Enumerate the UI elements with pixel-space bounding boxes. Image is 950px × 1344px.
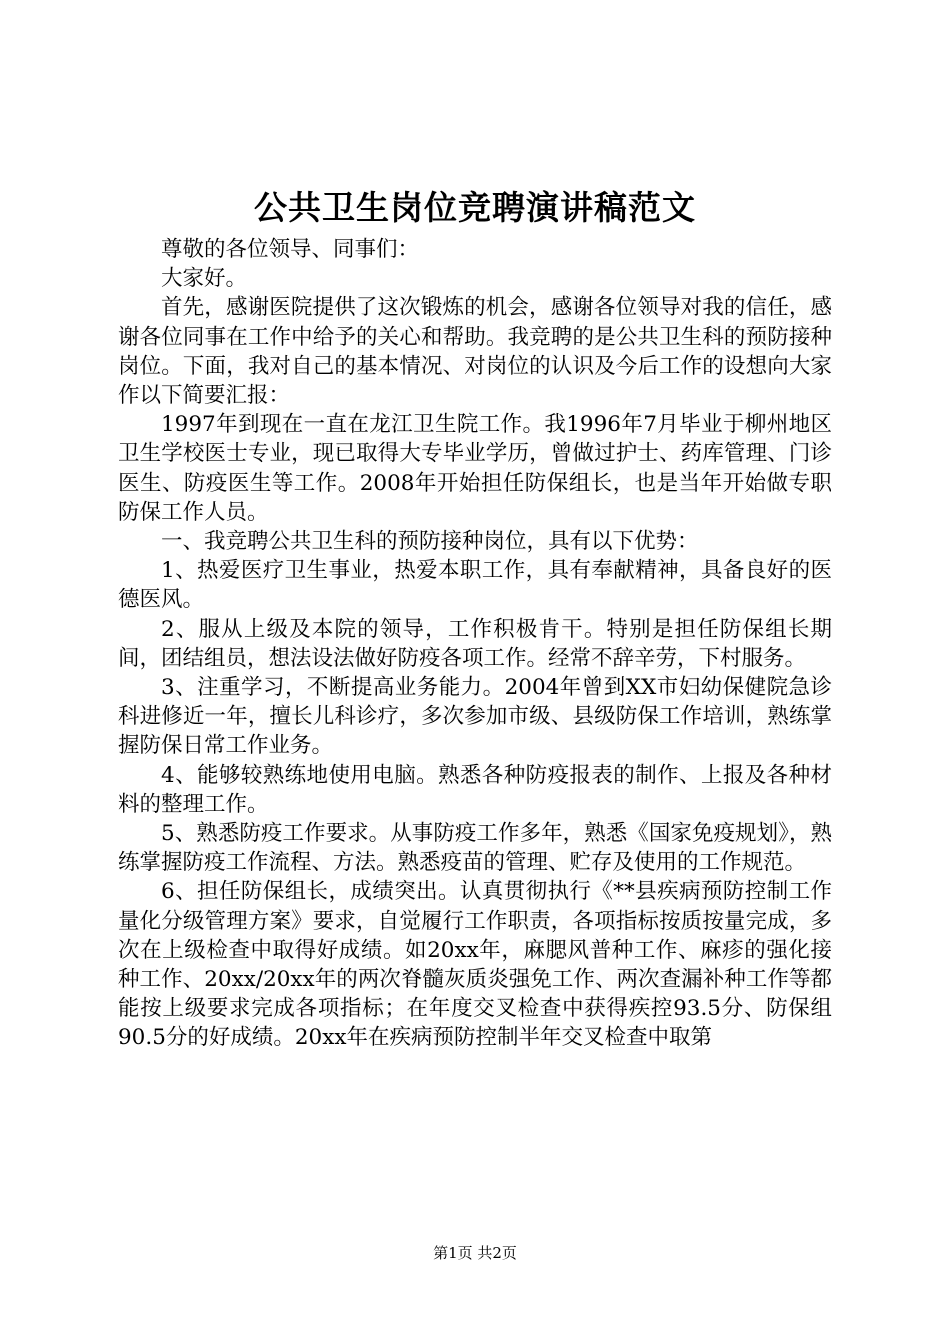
document-title: 公共卫生岗位竞聘演讲稿范文 [254,188,696,227]
paragraph-salutation: 尊敬的各位领导、同事们： [161,237,420,262]
paragraph-item-4: 4、能够较熟练地使用电脑。熟悉各种防疫报表的制作、上报及各种材料的整理工作。 [118,762,832,817]
paragraph-item-5: 5、熟悉防疫工作要求。从事防疫工作多年，熟悉《国家免疫规划》，熟练掌握防疫工作流程、方法。熟悉疫苗的管理、贮存及使用的工作规范。 [118,821,832,876]
paragraph-item-1: 1、热爱医疗卫生事业，热爱本职工作，具有奉献精神，具备良好的医德医风。 [118,558,832,613]
page-footer: 第1页 共2页 [433,1244,517,1262]
paragraph-greeting: 大家好。 [161,266,248,292]
paragraph-section-heading: 一、我竞聘公共卫生科的预防接种岗位，具有以下优势： [161,529,699,555]
paragraph-item-3: 3、注重学习，不断提高业务能力。2004年曾到XX市妇幼保健院急诊科进修近一年，擅长儿科诊疗，多次参加市级、县级防保工作培训，熟练掌握防保日常工作业务。 [118,675,832,759]
paragraph-item-2: 2、服从上级及本院的领导，工作积极肯干。特别是担任防保组长期间，团结组员，想法设法做好防疫各项工作。经常不辞辛劳，下村服务。 [118,616,832,671]
paragraph-item-6: 6、担任防保组长，成绩突出。认真贯彻执行《**县疾病预防控制工作量化分级管理方案》要求，自觉履行工作职责，各项指标按质按量完成，多次在上级检查中取得好成绩。如20xx年，麻腮风普种工作、麻疹的强化接种工作、20xx/20xx年的两次脊髓灰质炎强免工作、两次查漏补种工作等都能按上级要求完成各项指标；在年度交叉检查中获得疾控93.5分、防保组90.5分的好成绩。20xx年在疾病预防控制半年交叉检查中取第 [118,879,832,1051]
paragraph-background: 1997年到现在一直在龙江卫生院工作。我1996年7月毕业于柳州地区卫生学校医士专业，现已取得大专毕业学历，曾做过护士、药库管理、门诊医生、防疫医生等工作。2008年开始担任防保组长，也是当年开始做专职防保工作人员。 [118,412,832,525]
document-body [118,235,832,1053]
paragraph-intro: 首先，感谢医院提供了这次锻炼的机会，感谢各位领导对我的信任，感谢各位同事在工作中给予的关心和帮助。我竞聘的是公共卫生科的预防接种岗位。下面，我对自己的基本情况、对岗位的认识及今后工作的设想向大家作以下简要汇报： [118,295,832,409]
